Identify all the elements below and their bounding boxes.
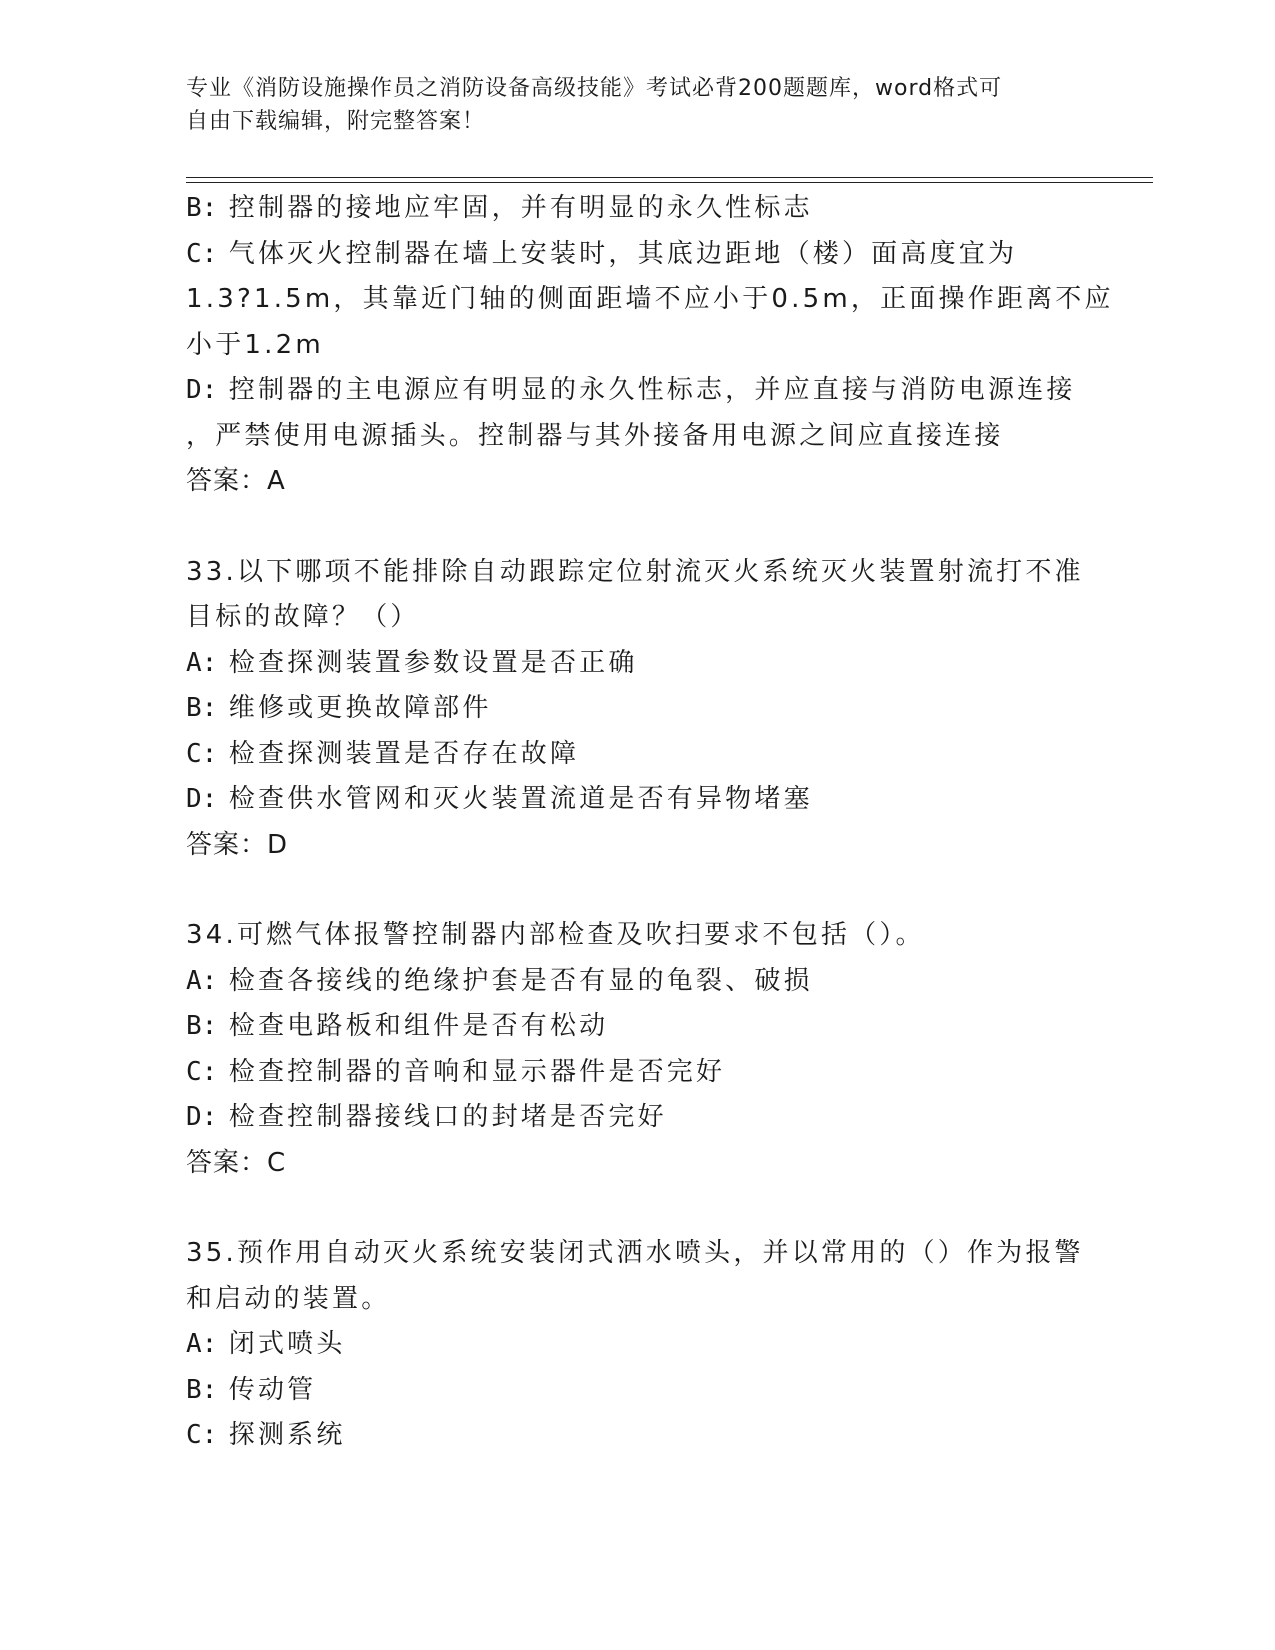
- option-b: B: 控制器的接地应牢固，并有明显的永久性标志: [186, 193, 813, 223]
- answer-label: 答案：A: [186, 466, 286, 496]
- spacer: [186, 1186, 1086, 1231]
- question-stem: 34.可燃气体报警控制器内部检查及吹扫要求不包括（）。: [186, 920, 925, 950]
- option-b: B: 检查电路板和组件是否有松动: [186, 1011, 609, 1041]
- option-a: A: 闭式喷头: [186, 1329, 346, 1359]
- option-b: B: 维修或更换故障部件: [186, 693, 492, 723]
- document-header: [186, 72, 1086, 138]
- header-title-line-2: 自由下载编辑，附完整答案！: [186, 109, 486, 134]
- option-d-continuation: ，严禁使用电源插头。控制器与其外接备用电源之间应直接连接: [186, 420, 1004, 451]
- header-title-line-1: 专业《消防设施操作员之消防设备高级技能》考试必背200题题库，word格式可: [186, 76, 1003, 101]
- option-c: C: 检查探测装置是否存在故障: [186, 738, 580, 769]
- option-d: D: 检查控制器接线口的封堵是否完好: [186, 1102, 667, 1132]
- question-33: [186, 550, 1086, 869]
- spacer: [186, 868, 1086, 913]
- header-rule-bottom: [186, 182, 1153, 183]
- option-c-continuation: 小于1.2m: [186, 329, 324, 360]
- answer-label: 答案：D: [186, 829, 289, 860]
- document-body: [186, 186, 1114, 1459]
- question-stem: 35.预作用自动灭火系统安装闭式洒水喷头，并以常用的（）作为报警: [186, 1238, 1084, 1268]
- option-c: C: 检查控制器的音响和显示器件是否完好: [186, 1056, 726, 1087]
- option-c-continuation: 1.3?1.5m，其靠近门轴的侧面距墙不应小于0.5m，正面操作距离不应: [186, 284, 1114, 314]
- question-35: [186, 1231, 1086, 1459]
- option-a: A: 检查各接线的绝缘护套是否有显的龟裂、破损: [186, 965, 813, 996]
- spacer: [186, 505, 1086, 550]
- question-stem-continuation: 和启动的装置。: [186, 1283, 391, 1314]
- option-c: C: 气体灭火控制器在墙上安装时，其底边距地（楼）面高度宜为: [186, 238, 1018, 269]
- question-34: [186, 913, 1086, 1186]
- option-d: D: 检查供水管网和灭火装置流道是否有异物堵塞: [186, 784, 813, 814]
- header-rule-top: [186, 177, 1153, 178]
- question-32-continued: [186, 186, 1114, 505]
- option-c: C: 探测系统: [186, 1420, 346, 1450]
- option-b: B: 传动管: [186, 1374, 317, 1405]
- option-d: D: 控制器的主电源应有明显的永久性标志，并应直接与消防电源连接: [186, 375, 1076, 405]
- answer-label: 答案：C: [186, 1147, 287, 1178]
- question-stem-continuation: 目标的故障？（）: [186, 602, 420, 632]
- option-a: A: 检查探测装置参数设置是否正确: [186, 647, 638, 678]
- question-stem: 33.以下哪项不能排除自动跟踪定位射流灭火系统灭火装置射流打不准: [186, 556, 1084, 587]
